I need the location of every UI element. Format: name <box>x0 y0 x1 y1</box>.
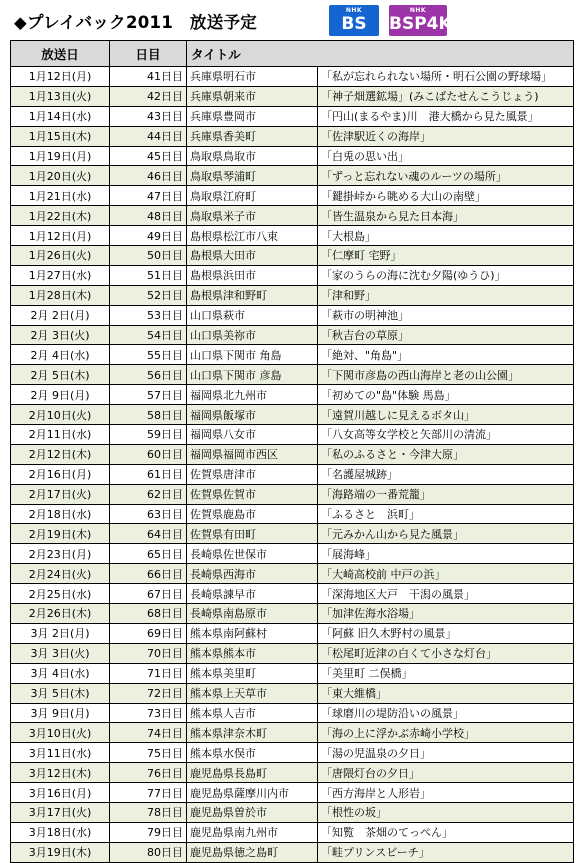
cell-broadcast-date: 2月17日(火) <box>11 484 110 504</box>
cell-location: 鹿児島県徳之島町 <box>187 842 318 862</box>
cell-program-title: 「加津佐海水浴場」 <box>318 604 574 624</box>
table-row <box>11 345 574 365</box>
cell-broadcast-date: 2月23日(月) <box>11 544 110 564</box>
cell-location: 熊本県美里町 <box>187 663 318 683</box>
cell-day-number: 52日目 <box>110 285 187 305</box>
cell-day-number: 62日目 <box>110 484 187 504</box>
cell-day-number: 67日目 <box>110 584 187 604</box>
cell-broadcast-date: 3月 2日(月) <box>11 623 110 643</box>
cell-program-title: 「球磨川の堤防沿いの風景」 <box>318 703 574 723</box>
cell-program-title: 「畦プリンスビーチ」 <box>318 842 574 862</box>
cell-location: 鹿児島県薩摩川内市 <box>187 783 318 803</box>
cell-broadcast-date: 1月22日(木) <box>11 206 110 226</box>
cell-location: 兵庫県香美町 <box>187 126 318 146</box>
cell-program-title: 「松尾町近津の白くて小さな灯台」 <box>318 643 574 663</box>
cell-broadcast-date: 1月28日(木) <box>11 285 110 305</box>
cell-broadcast-date: 2月16日(月) <box>11 464 110 484</box>
cell-program-title: 「元みかん山から見た風景」 <box>318 524 574 544</box>
cell-program-title: 「大崎高校前 中戸の浜」 <box>318 564 574 584</box>
cell-broadcast-date: 2月12日(木) <box>11 444 110 464</box>
cell-program-title: 「唐隈灯台の夕日」 <box>318 763 574 783</box>
table-row <box>11 643 574 663</box>
cell-program-title: 「ふるさと 浜町」 <box>318 504 574 524</box>
cell-program-title: 「神子畑選鉱場」(みこばたせんこうじょう) <box>318 86 574 106</box>
cell-day-number: 56日目 <box>110 365 187 385</box>
cell-broadcast-date: 3月 4日(水) <box>11 663 110 683</box>
cell-location: 兵庫県豊岡市 <box>187 106 318 126</box>
cell-day-number: 58日目 <box>110 405 187 425</box>
cell-program-title: 「大根島」 <box>318 226 574 246</box>
table-row <box>11 67 574 87</box>
cell-location: 福岡県飯塚市 <box>187 405 318 425</box>
cell-broadcast-date: 2月26日(木) <box>11 604 110 624</box>
cell-broadcast-date: 1月19日(月) <box>11 146 110 166</box>
cell-broadcast-date: 3月16日(月) <box>11 783 110 803</box>
cell-program-title: 「名護屋城跡」 <box>318 464 574 484</box>
cell-broadcast-date: 2月24日(火) <box>11 564 110 584</box>
cell-day-number: 73日目 <box>110 703 187 723</box>
cell-location: 兵庫県朝来市 <box>187 86 318 106</box>
cell-location: 鳥取県江府町 <box>187 186 318 206</box>
cell-broadcast-date: 3月 3日(火) <box>11 643 110 663</box>
cell-broadcast-date: 1月21日(水) <box>11 186 110 206</box>
cell-location: 島根県浜田市 <box>187 265 318 285</box>
cell-day-number: 59日目 <box>110 425 187 445</box>
table-row <box>11 405 574 425</box>
nhk-bs-logo-mark: NHK <box>345 7 363 14</box>
cell-location: 鳥取県鳥取市 <box>187 146 318 166</box>
nhk-bsp4k-logo-mark: NHK <box>409 7 427 14</box>
table-row <box>11 86 574 106</box>
nhk-bsp4k-logo <box>389 5 452 36</box>
cell-day-number: 60日目 <box>110 444 187 464</box>
table-row <box>11 484 574 504</box>
cell-day-number: 45日目 <box>110 146 187 166</box>
column-header-title: タイトル <box>187 41 574 67</box>
cell-broadcast-date: 2月18日(水) <box>11 504 110 524</box>
cell-program-title: 「私のふるさと・今津大原」 <box>318 444 574 464</box>
cell-program-title: 「海路端の一番荒籠」 <box>318 484 574 504</box>
cell-broadcast-date: 2月25日(水) <box>11 584 110 604</box>
cell-location: 佐賀県有田町 <box>187 524 318 544</box>
table-row <box>11 146 574 166</box>
cell-broadcast-date: 2月10日(火) <box>11 405 110 425</box>
cell-location: 熊本県熊本市 <box>187 643 318 663</box>
table-row <box>11 703 574 723</box>
broadcast-schedule-table <box>10 40 574 863</box>
nhk-bsp4k-logo-text: BSP4K <box>389 14 452 34</box>
cell-day-number: 55日目 <box>110 345 187 365</box>
table-row <box>11 206 574 226</box>
cell-location: 熊本県南阿蘇村 <box>187 623 318 643</box>
cell-broadcast-date: 2月 3日(火) <box>11 325 110 345</box>
table-row <box>11 285 574 305</box>
cell-program-title: 「鍵掛峠から眺める大山の南壁」 <box>318 186 574 206</box>
cell-day-number: 42日目 <box>110 86 187 106</box>
cell-broadcast-date: 1月12日(月) <box>11 67 110 87</box>
cell-program-title: 「ずっと忘れない魂のルーツの場所」 <box>318 166 574 186</box>
table-row <box>11 464 574 484</box>
table-row <box>11 683 574 703</box>
table-row <box>11 723 574 743</box>
cell-program-title: 「下関市彦島の西山海岸と老の山公園」 <box>318 365 574 385</box>
cell-location: 長崎県南島原市 <box>187 604 318 624</box>
cell-program-title: 「海の上に浮かぶ赤崎小学校」 <box>318 723 574 743</box>
cell-location: 佐賀県鹿島市 <box>187 504 318 524</box>
cell-program-title: 「根性の坂」 <box>318 802 574 822</box>
cell-broadcast-date: 2月 4日(水) <box>11 345 110 365</box>
cell-broadcast-date: 3月11日(水) <box>11 743 110 763</box>
table-row <box>11 783 574 803</box>
cell-location: 山口県下関市 角島 <box>187 345 318 365</box>
cell-broadcast-date: 3月17日(火) <box>11 802 110 822</box>
cell-location: 鹿児島県長島町 <box>187 763 318 783</box>
cell-location: 山口県下関市 彦島 <box>187 365 318 385</box>
cell-location: 佐賀県唐津市 <box>187 464 318 484</box>
cell-location: 島根県津和野町 <box>187 285 318 305</box>
table-row <box>11 305 574 325</box>
cell-program-title: 「美里町 二俣橋」 <box>318 663 574 683</box>
cell-day-number: 80日目 <box>110 842 187 862</box>
table-body <box>11 67 574 863</box>
cell-program-title: 「私が忘れられない場所・明石公園の野球場」 <box>318 67 574 87</box>
table-row <box>11 325 574 345</box>
cell-day-number: 47日目 <box>110 186 187 206</box>
table-row <box>11 425 574 445</box>
cell-location: 福岡県八女市 <box>187 425 318 445</box>
cell-location: 福岡県北九州市 <box>187 385 318 405</box>
cell-day-number: 50日目 <box>110 246 187 266</box>
cell-day-number: 66日目 <box>110 564 187 584</box>
cell-day-number: 65日目 <box>110 544 187 564</box>
table-row <box>11 385 574 405</box>
table-row <box>11 186 574 206</box>
table-row <box>11 365 574 385</box>
cell-day-number: 76日目 <box>110 763 187 783</box>
cell-location: 熊本県上天草市 <box>187 683 318 703</box>
cell-program-title: 「東大維橋」 <box>318 683 574 703</box>
cell-location: 長崎県西海市 <box>187 564 318 584</box>
cell-location: 兵庫県明石市 <box>187 67 318 87</box>
cell-day-number: 48日目 <box>110 206 187 226</box>
cell-broadcast-date: 2月19日(木) <box>11 524 110 544</box>
cell-broadcast-date: 1月27日(水) <box>11 265 110 285</box>
table-header-row <box>11 41 574 67</box>
cell-broadcast-date: 3月 9日(月) <box>11 703 110 723</box>
cell-day-number: 61日目 <box>110 464 187 484</box>
cell-location: 鳥取県米子市 <box>187 206 318 226</box>
table-row <box>11 126 574 146</box>
cell-broadcast-date: 1月20日(火) <box>11 166 110 186</box>
cell-broadcast-date: 1月15日(木) <box>11 126 110 146</box>
cell-location: 島根県松江市八束 <box>187 226 318 246</box>
cell-day-number: 75日目 <box>110 743 187 763</box>
cell-program-title: 「深海地区大戸 干潟の風景」 <box>318 584 574 604</box>
table-row <box>11 106 574 126</box>
nhk-bs-logo-text: BS <box>341 14 367 34</box>
cell-location: 熊本県津奈木町 <box>187 723 318 743</box>
cell-day-number: 44日目 <box>110 126 187 146</box>
cell-broadcast-date: 3月10日(火) <box>11 723 110 743</box>
table-row <box>11 663 574 683</box>
table-row <box>11 226 574 246</box>
cell-program-title: 「円山(まるやま)川 港大橋から見た風景」 <box>318 106 574 126</box>
table-row <box>11 822 574 842</box>
table-row <box>11 802 574 822</box>
cell-day-number: 54日目 <box>110 325 187 345</box>
table-row <box>11 584 574 604</box>
cell-program-title: 「皆生温泉から見た日本海」 <box>318 206 574 226</box>
cell-program-title: 「津和野」 <box>318 285 574 305</box>
cell-program-title: 「白兎の思い出」 <box>318 146 574 166</box>
cell-program-title: 「絶対、"角島"」 <box>318 345 574 365</box>
cell-program-title: 「佐津駅近くの海岸」 <box>318 126 574 146</box>
cell-program-title: 「仁摩町 宅野」 <box>318 246 574 266</box>
cell-location: 福岡県福岡市西区 <box>187 444 318 464</box>
cell-day-number: 51日目 <box>110 265 187 285</box>
cell-program-title: 「西方海岸と人形岩」 <box>318 783 574 803</box>
cell-program-title: 「初めての"島"体験 馬島」 <box>318 385 574 405</box>
cell-program-title: 「湯の児温泉の夕日」 <box>318 743 574 763</box>
cell-broadcast-date: 2月 9日(月) <box>11 385 110 405</box>
cell-location: 佐賀県佐賀市 <box>187 484 318 504</box>
table-row <box>11 166 574 186</box>
cell-location: 鳥取県琴浦町 <box>187 166 318 186</box>
cell-location: 山口県萩市 <box>187 305 318 325</box>
cell-day-number: 43日目 <box>110 106 187 126</box>
column-header-day: 日目 <box>110 41 187 67</box>
cell-location: 鹿児島県南九州市 <box>187 822 318 842</box>
table-row <box>11 444 574 464</box>
nhk-bs-logo <box>329 5 379 36</box>
cell-day-number: 49日目 <box>110 226 187 246</box>
cell-program-title: 「家のうらの海に沈む夕陽(ゆうひ)」 <box>318 265 574 285</box>
cell-location: 熊本県水俣市 <box>187 743 318 763</box>
table-row <box>11 246 574 266</box>
cell-day-number: 74日目 <box>110 723 187 743</box>
page-title: ◆プレイバック2011 放送予定 <box>14 13 258 32</box>
cell-broadcast-date: 1月12日(月) <box>11 226 110 246</box>
cell-broadcast-date: 2月11日(水) <box>11 425 110 445</box>
cell-day-number: 41日目 <box>110 67 187 87</box>
cell-program-title: 「秋吉台の草原」 <box>318 325 574 345</box>
cell-location: 島根県大田市 <box>187 246 318 266</box>
cell-day-number: 68日目 <box>110 604 187 624</box>
cell-broadcast-date: 1月13日(火) <box>11 86 110 106</box>
cell-day-number: 70日目 <box>110 643 187 663</box>
cell-broadcast-date: 3月 5日(木) <box>11 683 110 703</box>
cell-program-title: 「展海峰」 <box>318 544 574 564</box>
cell-day-number: 63日目 <box>110 504 187 524</box>
cell-day-number: 79日目 <box>110 822 187 842</box>
cell-day-number: 69日目 <box>110 623 187 643</box>
cell-broadcast-date: 3月19日(木) <box>11 842 110 862</box>
cell-location: 鹿児島県曽於市 <box>187 802 318 822</box>
cell-day-number: 46日目 <box>110 166 187 186</box>
cell-day-number: 78日目 <box>110 802 187 822</box>
cell-day-number: 64日目 <box>110 524 187 544</box>
cell-location: 長崎県諫早市 <box>187 584 318 604</box>
cell-program-title: 「八女高等女学校と矢部川の清流」 <box>318 425 574 445</box>
cell-broadcast-date: 2月 2日(月) <box>11 305 110 325</box>
cell-day-number: 53日目 <box>110 305 187 325</box>
cell-location: 長崎県佐世保市 <box>187 544 318 564</box>
table-row <box>11 564 574 584</box>
cell-program-title: 「阿蘇 旧久木野村の風景」 <box>318 623 574 643</box>
table-row <box>11 265 574 285</box>
table-row <box>11 743 574 763</box>
table-row <box>11 842 574 862</box>
cell-broadcast-date: 2月 5日(木) <box>11 365 110 385</box>
cell-broadcast-date: 3月18日(水) <box>11 822 110 842</box>
table-row <box>11 604 574 624</box>
cell-day-number: 72日目 <box>110 683 187 703</box>
cell-day-number: 77日目 <box>110 783 187 803</box>
cell-location: 山口県美祢市 <box>187 325 318 345</box>
table-row <box>11 763 574 783</box>
cell-program-title: 「遠賀川越しに見えるボタ山」 <box>318 405 574 425</box>
table-row <box>11 504 574 524</box>
cell-day-number: 57日目 <box>110 385 187 405</box>
table-row <box>11 524 574 544</box>
column-header-date: 放送日 <box>11 41 110 67</box>
cell-day-number: 71日目 <box>110 663 187 683</box>
cell-program-title: 「知覧 茶畑のてっぺん」 <box>318 822 574 842</box>
cell-location: 熊本県人吉市 <box>187 703 318 723</box>
cell-program-title: 「萩市の明神池」 <box>318 305 574 325</box>
cell-broadcast-date: 1月26日(火) <box>11 246 110 266</box>
table-row <box>11 623 574 643</box>
cell-broadcast-date: 1月14日(水) <box>11 106 110 126</box>
cell-broadcast-date: 3月12日(木) <box>11 763 110 783</box>
table-row <box>11 544 574 564</box>
